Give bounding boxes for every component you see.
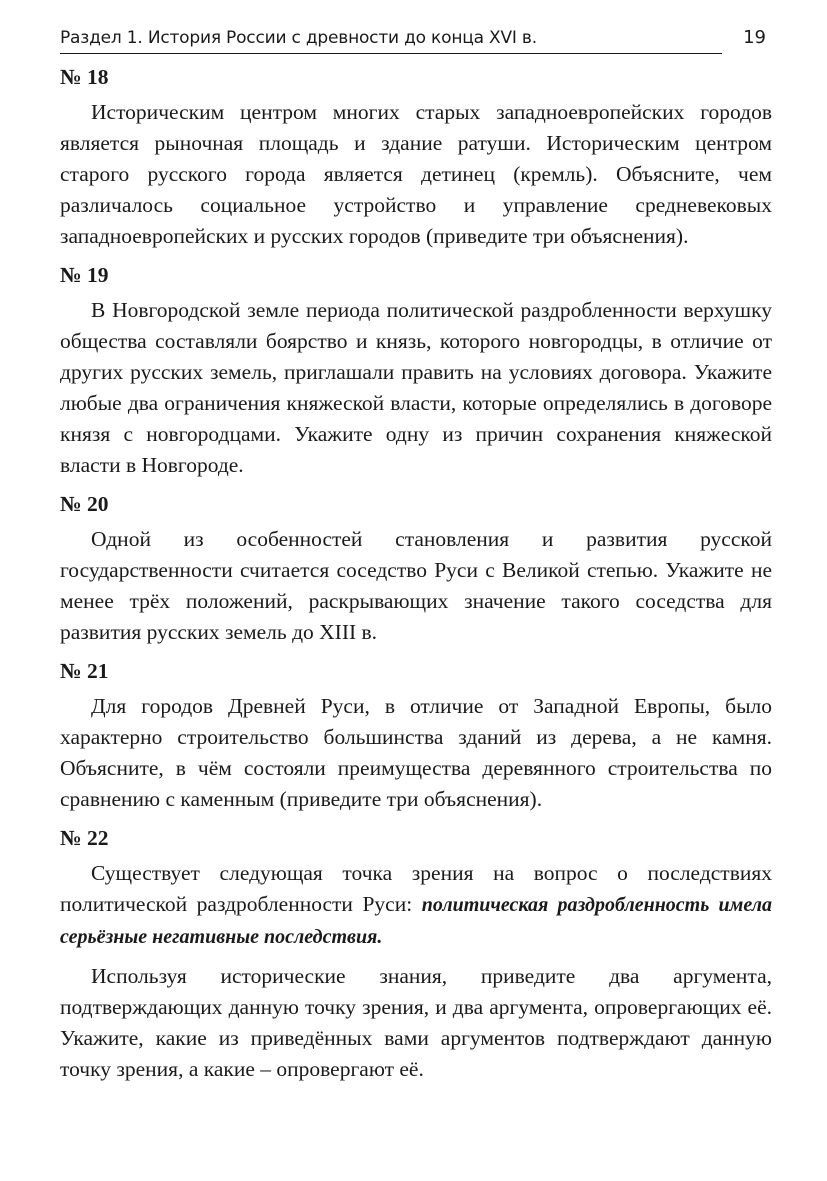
task-number: № 18 (60, 65, 109, 89)
task-19 (60, 260, 772, 481)
task-list (60, 62, 772, 1093)
task-number: № 22 (60, 826, 109, 850)
task-number: № 21 (60, 659, 109, 683)
page-number: 19 (743, 27, 766, 48)
task-text: Для городов Древней Руси, в отличие от Западной Европы, было характерно строительство большинства зданий из дерева, а не камня. Объясните, в чём состояли преимущества деревянного строительства по сравнению с каменным (приведите три объяснения). (60, 694, 772, 811)
task-20 (60, 489, 772, 648)
task-22 (60, 823, 772, 1085)
running-title: Раздел 1. История России с древности до конца XVI в. (60, 28, 537, 48)
task-number: № 20 (60, 492, 109, 516)
running-head (60, 20, 772, 56)
task-18 (60, 62, 772, 252)
task-intro-paragraph (60, 858, 772, 953)
task-text: Используя исторические знания, приведите два аргумента, подтверждающих данную точку зрения, и два аргумента, опровергающих её. Укажите, какие из приведённых вами аргументов подтверждают данную точку зрения, а какие – опровергают её. (60, 964, 772, 1081)
emphasized-viewpoint: политическая раздробленность имела серьёзные негативные последствия. (60, 894, 772, 948)
task-text: Историческим центром многих старых западноевропейских городов является рыночная площадь и здание ратуши. Историческим центром старого русского города является детинец (кремль). Объясните, чем различалось социальное устройство и управление средневековых западноевропейских и русских городов (приведите три объяснения). (60, 100, 772, 248)
task-text: В Новгородской земле периода политической раздробленности верхушку общества составляли боярство и князь, которого новгородцы, в отличие от других русских земель, приглашали править на условиях договора. Укажите любые два ограничения княжеской власти, которые определялись в договоре князя с новгородцами. Укажите одну из причин сохранения княжеской власти в Новгороде. (60, 298, 772, 477)
task-number: № 19 (60, 263, 109, 287)
task-text: Одной из особенностей становления и развития русской государственности считается соседство Руси с Великой степью. Укажите не менее трёх положений, раскрывающих значение такого соседства для развития русских земель до XIII в. (60, 527, 772, 644)
task-intro-text: Существует следующая точка зрения на вопрос о последствиях политической раздробленности Руси: (60, 861, 772, 916)
header-rule (60, 53, 722, 54)
task-21 (60, 656, 772, 815)
